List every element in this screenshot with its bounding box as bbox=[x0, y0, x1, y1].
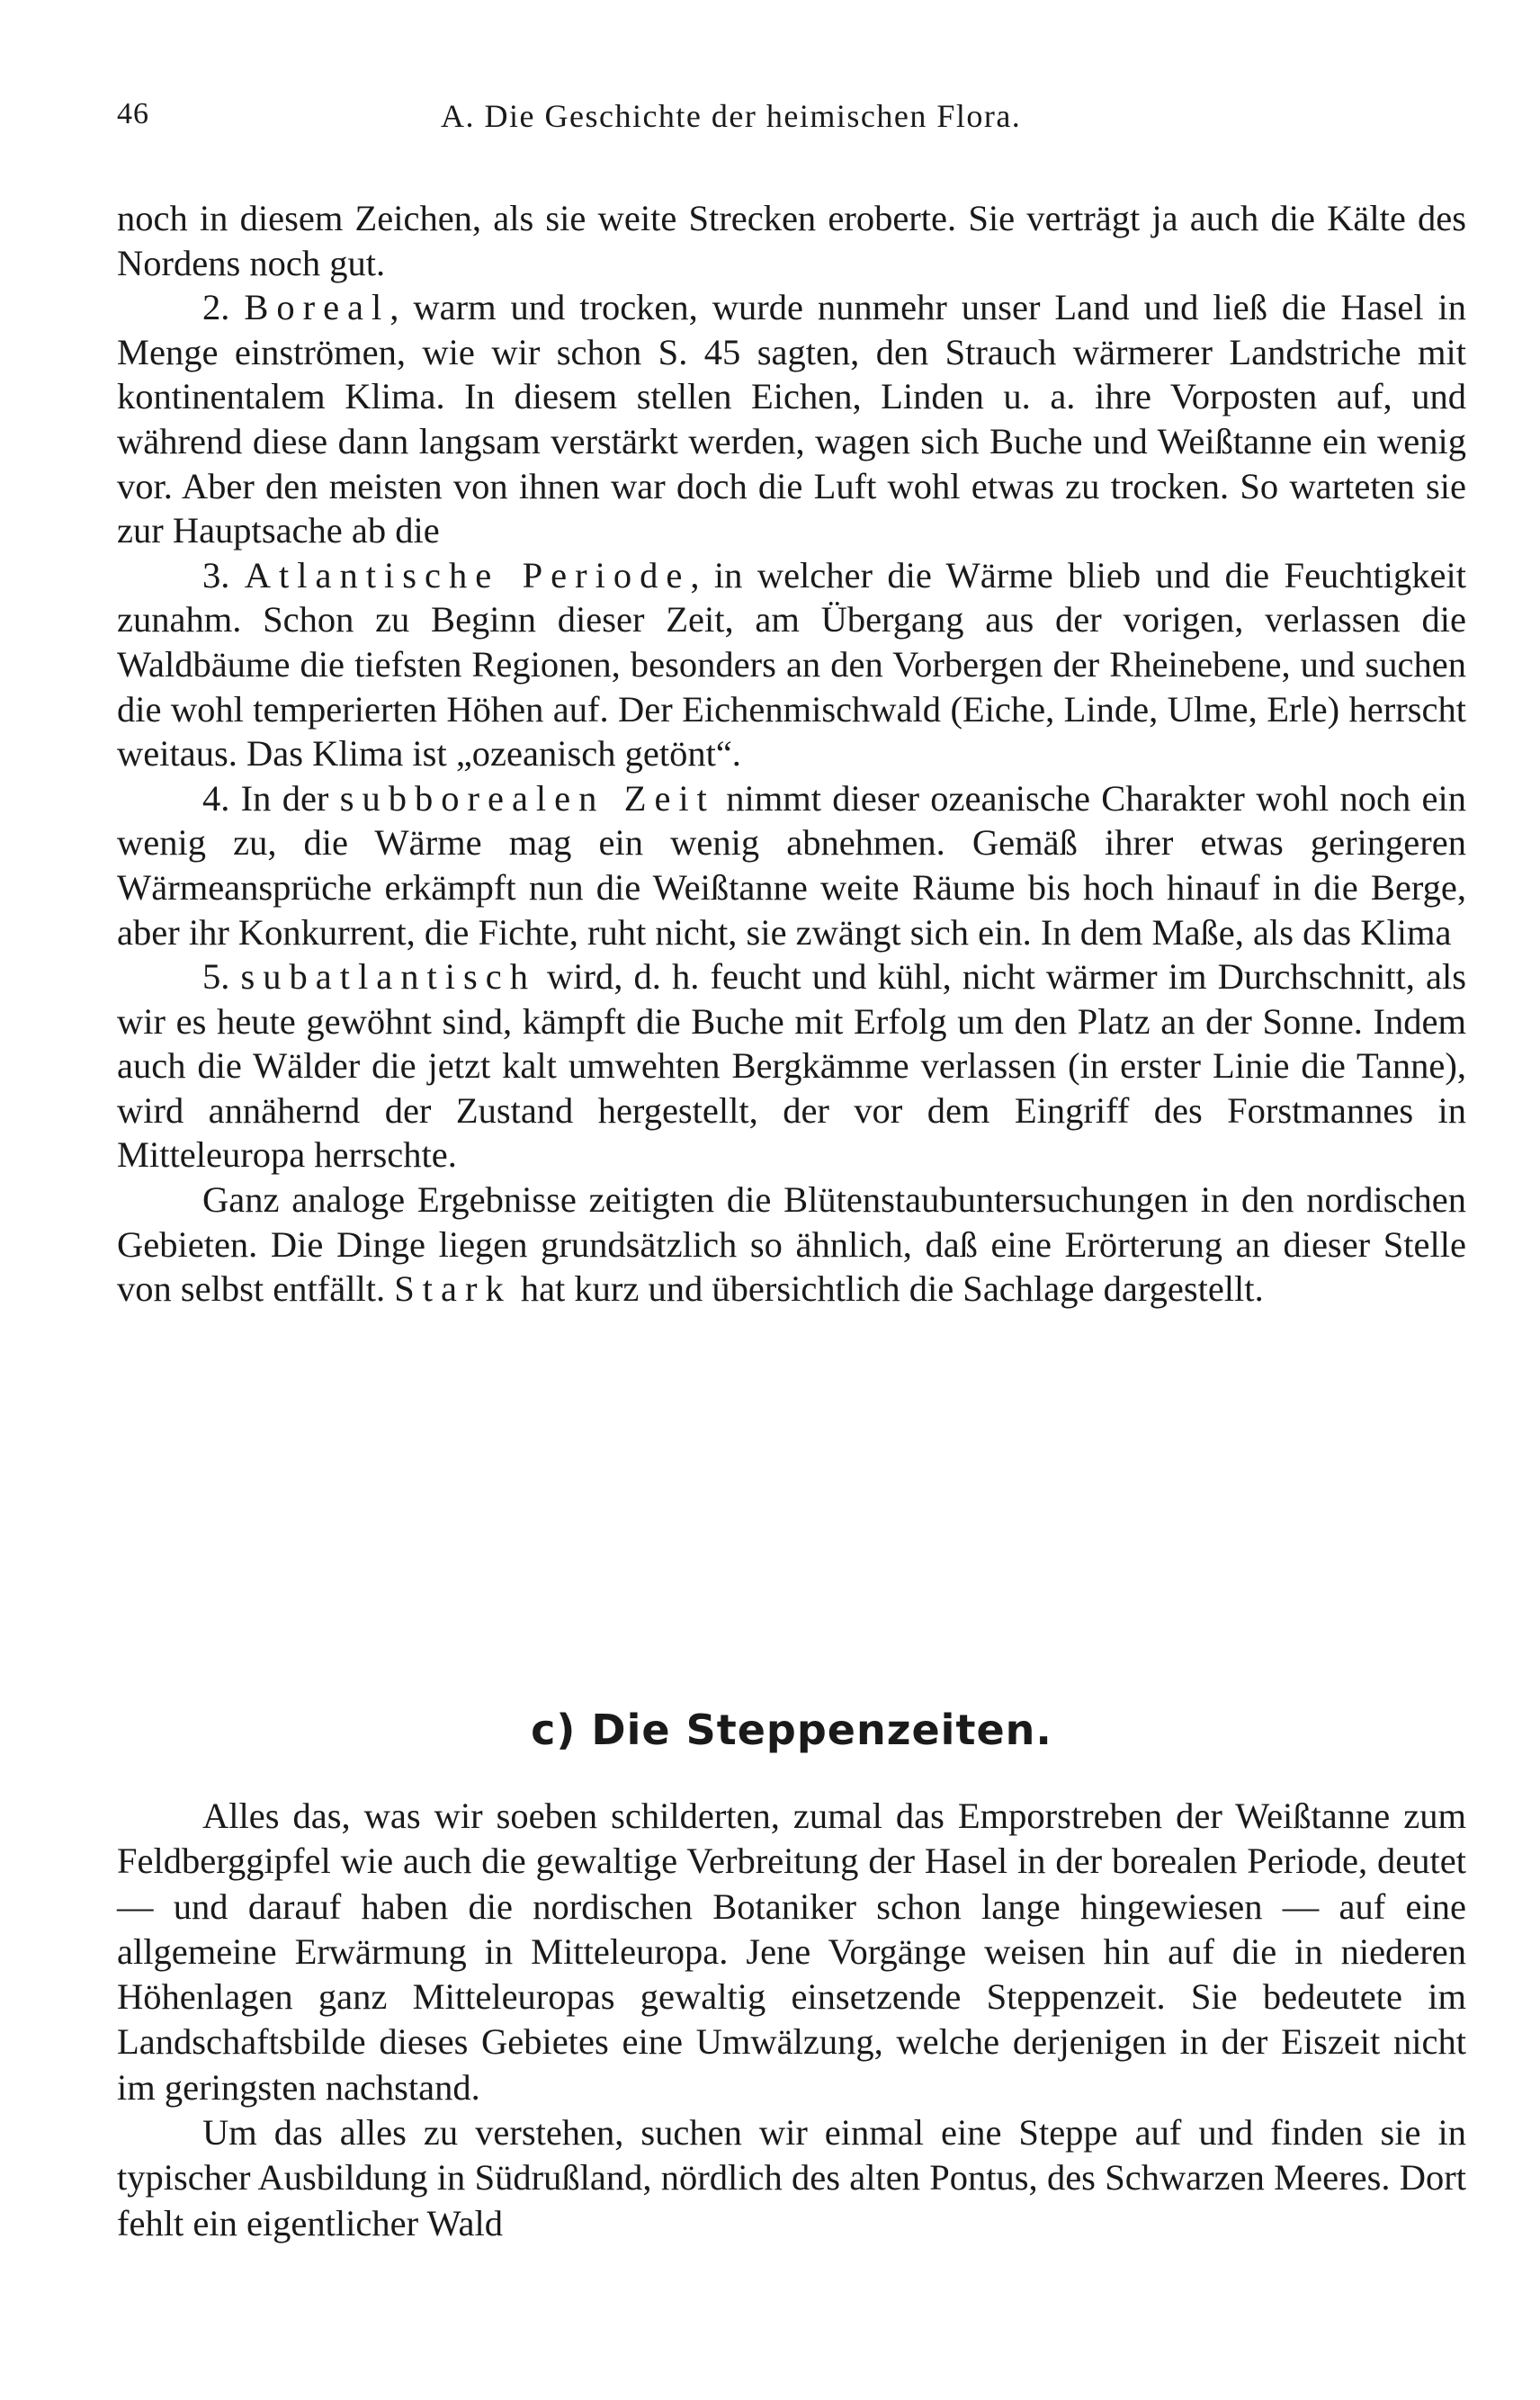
paragraph-text: hat kurz und übersichtlich die Sachlage dargestellt. bbox=[511, 1268, 1264, 1310]
spaced-term: subborealen Zeit bbox=[339, 777, 715, 819]
page-header bbox=[117, 97, 1466, 151]
spaced-term: Boreal bbox=[244, 287, 390, 328]
paragraph-nordic bbox=[117, 1178, 1466, 1312]
section-paragraph: Um das alles zu verstehen, suchen wir einmal eine Steppe auf und finden sie in typischer Ausbildung in Südrußland, nördlich des alten Pontus, des Schwarzen Meeres. Dort fehlt ein eigentlicher Wald bbox=[117, 2112, 1466, 2243]
paragraph-continuation bbox=[117, 196, 1466, 285]
section-heading: c) Die Steppenzeiten. bbox=[531, 1706, 1052, 1754]
paragraph-lead: 5. bbox=[202, 956, 241, 998]
paragraph-lead: Ganz analoge Ergebnisse zeitigten die Blütenstaubuntersuchungen in den nordischen Gebieten. Die Dinge liegen grundsätzlich so ähnlich, daß eine Erörterung an dieser Stelle von selbst entfällt. bbox=[117, 1179, 1466, 1310]
paragraph-text: , warm und trocken, wurde nunmehr unser Land und ließ die Hasel in Menge einströmen, wie wir schon S. 45 sagten, den Strauch wärmerer Landstriche mit kontinentalem Klima. In diesem stellen Eichen, Linden u. a. ihre Vorposten auf, und während diese dann langsam verstärkt werden, wagen sich Buche und Weißtanne ein wenig vor. Aber den meisten von ihnen war doch die Luft wohl etwas zu trocken. So warteten sie zur Hauptsache ab die bbox=[117, 287, 1467, 551]
body-text bbox=[117, 196, 1466, 1312]
spaced-term: Atlantische Periode bbox=[244, 554, 691, 596]
section-steppenzeiten bbox=[117, 1706, 1466, 2246]
paragraph-boreal bbox=[117, 285, 1466, 553]
page-number: 46 bbox=[117, 97, 149, 130]
paragraph-lead: 4. In der bbox=[202, 777, 340, 819]
spaced-term: Stark bbox=[394, 1268, 512, 1310]
paragraph-atlantic bbox=[117, 553, 1466, 776]
paragraph-text: , in welcher die Wärme blieb und die Feuchtigkeit zunahm. Schon zu Beginn dieser Zeit, am Übergang aus der vorigen, verlassen die Waldbäume die tiefsten Regionen, besonders an den Vorbergen der Rheinebene, und suchen die wohl temperierten Höhen auf. Der Eichenmischwald (Eiche, Linde, Ulme, Erle) herrscht weitaus. Das Klima ist „ozeanisch getönt“. bbox=[117, 554, 1467, 775]
running-head: A. Die Geschichte der heimischen Flora. bbox=[441, 98, 1022, 134]
paragraph-lead: 3. bbox=[202, 554, 245, 596]
paragraph-subboreal bbox=[117, 776, 1466, 954]
paragraph-text: nimmt dieser ozeanische Charakter wohl noch ein wenig zu, die Wärme mag ein wenig abnehmen. Gemäß ihrer etwas geringeren Wärmeansprüche erkämpft nun die Weißtanne weite Räume bis hoch hinauf in die Berge, aber ihr Konkurrent, die Fichte, ruht nicht, sie zwängt sich ein. In dem Maße, als das Klima bbox=[117, 777, 1466, 953]
paragraph-text: noch in diesem Zeichen, als sie weite Strecken eroberte. Sie verträgt ja auch die Kälte des Nordens noch gut. bbox=[117, 198, 1466, 283]
section-paragraph: Alles das, was wir soeben schilderten, zumal das Emporstreben der Weißtanne zum Feldberggipfel wie auch die gewaltige Verbreitung der Hasel in der borealen Periode, deutet — und darauf haben die nordischen Botaniker schon lange hingewiesen — auf eine allgemeine Erwärmung in Mitteleuropa. Jene Vorgänge weisen hin auf die in niederen Höhenlagen ganz Mitteleuropas gewaltig einsetzende Steppenzeit. Sie bedeutete im Landschaftsbilde dieses Gebietes eine Umwälzung, welche derjenigen in der Eiszeit nicht im geringsten nachstand. bbox=[117, 1796, 1466, 2108]
paragraph-lead: 2. bbox=[202, 287, 245, 328]
paragraph-subatlantic bbox=[117, 954, 1466, 1178]
spaced-term: subatlantisch bbox=[240, 956, 536, 998]
paragraph-text: wird, d. h. feucht und kühl, nicht wärmer im Durchschnitt, als wir es heute gewöhnt sind, kämpft die Buche mit Erfolg um den Platz an der Sonne. Indem auch die Wälder die jetzt kalt umwehten Bergkämme verlassen (in erster Linie die Tanne), wird annähernd der Zustand hergestellt, der vor dem Eingriff des Forstmannes in Mitteleuropa herrschte. bbox=[117, 956, 1466, 1176]
